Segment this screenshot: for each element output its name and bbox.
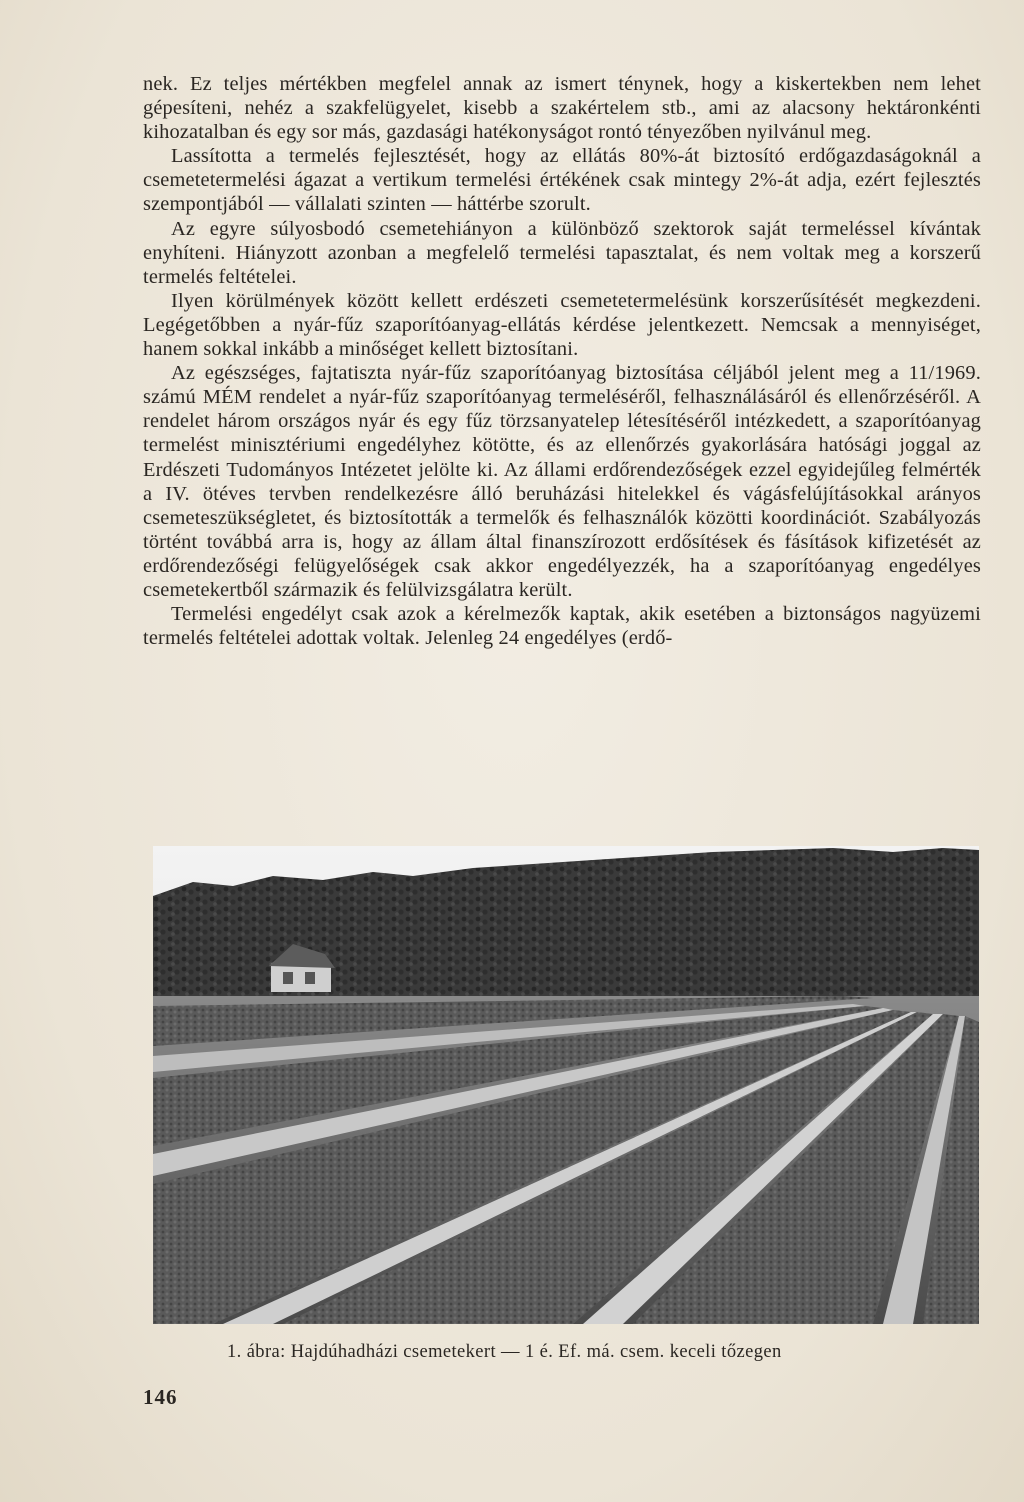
paragraph-4: Ilyen körülmények között kellett erdészeti csemetetermelésünk korszerűsítését megkezdeni. Legégetőbben a nyár-fűz szaporítóanyag-ellátás kérdése jelentkezett. Nemcsak a mennyiséget, hanem sokkal inkább a minőséget kellett biztosítani. [143,289,981,361]
paragraph-3: Az egyre súlyosbodó csemetehiányon a különböző szektorok saját termeléssel kívántak enyhíteni. Hiányzott azonban a megfelelő termelési tapasztalat, és nem voltak meg a korszerű termelés feltételei. [143,217,981,288]
paragraph-1: nek. Ez teljes mértékben megfelel annak az ismert ténynek, hogy a kiskertekben nem lehet gépesíteni, nehéz a szakfelügyelet, kisebb a szakértelem stb., ami az alacsony hektáronkénti kihozatalban és egy sor más, gazdasági hatékonyságot rontó tényezőben nyilvánul meg. [143,73,981,144]
figure-caption: 1. ábra: Hajdúhadházi csemetekert — 1 é. Ef. má. csem. keceli tőzegen [227,1342,782,1362]
nursery-photograph [153,846,979,1324]
page-number: 146 [143,1385,178,1409]
paragraph-6: Termelési engedélyt csak azok a kérelmezők kaptak, akik esetében a biztonságos nagyüzemi termelés feltételei adottak voltak. Jelenleg 24 engedélyes (erdő- [143,603,981,650]
nursery-photo-illustration [153,846,979,1324]
paragraph-2: Lassította a termelés fejlesztését, hogy az ellátás 80%-át biztosító erdőgazdaságoknál a csemetetermelési ágazat a vertikum termelési értékének csak mintegy 2%-át adja, ezért fejlesztés szempontjából — vállalati szinten — háttérbe szorult. [143,145,981,216]
body-text [143,72,981,650]
paragraph-5: Az egészséges, fajtatiszta nyár-fűz szaporítóanyag biztosítása céljából jelent meg a 11/1969. számú MÉM rendelet a nyár-fűz szaporítóanyag termeléséről, felhasználásáról és ellenőrzéséről. A rendelet három országos nyár és egy fűz törzsanyatelep létesítéséről intézkedett, a szaporítóanyag termelést minisztériumi engedélyhez kötötte, és az ellenőrzés gyakorlására hatósági joggal az Erdészeti Tudományos Intézetet jelölte ki. Az állami erdőrendezőségek ezzel egyidejűleg felmérték a IV. ötéves tervben rendelkezésre álló beruházási hitelekkel és vágásfelújításokkal arányos csemeteszükségletet, és biztosították a termelők és felhasználók közötti koordinációt. Szabályozás történt továbbá arra is, hogy az állam által finanszírozott erdősítések és fásítások kifizetését az erdőrendezőségi felügyelőségek csak akkor engedélyezzék, ha a szaporítóanyag engedélyes csemetekertből származik és felülvizsgálatra került. [143,362,981,601]
